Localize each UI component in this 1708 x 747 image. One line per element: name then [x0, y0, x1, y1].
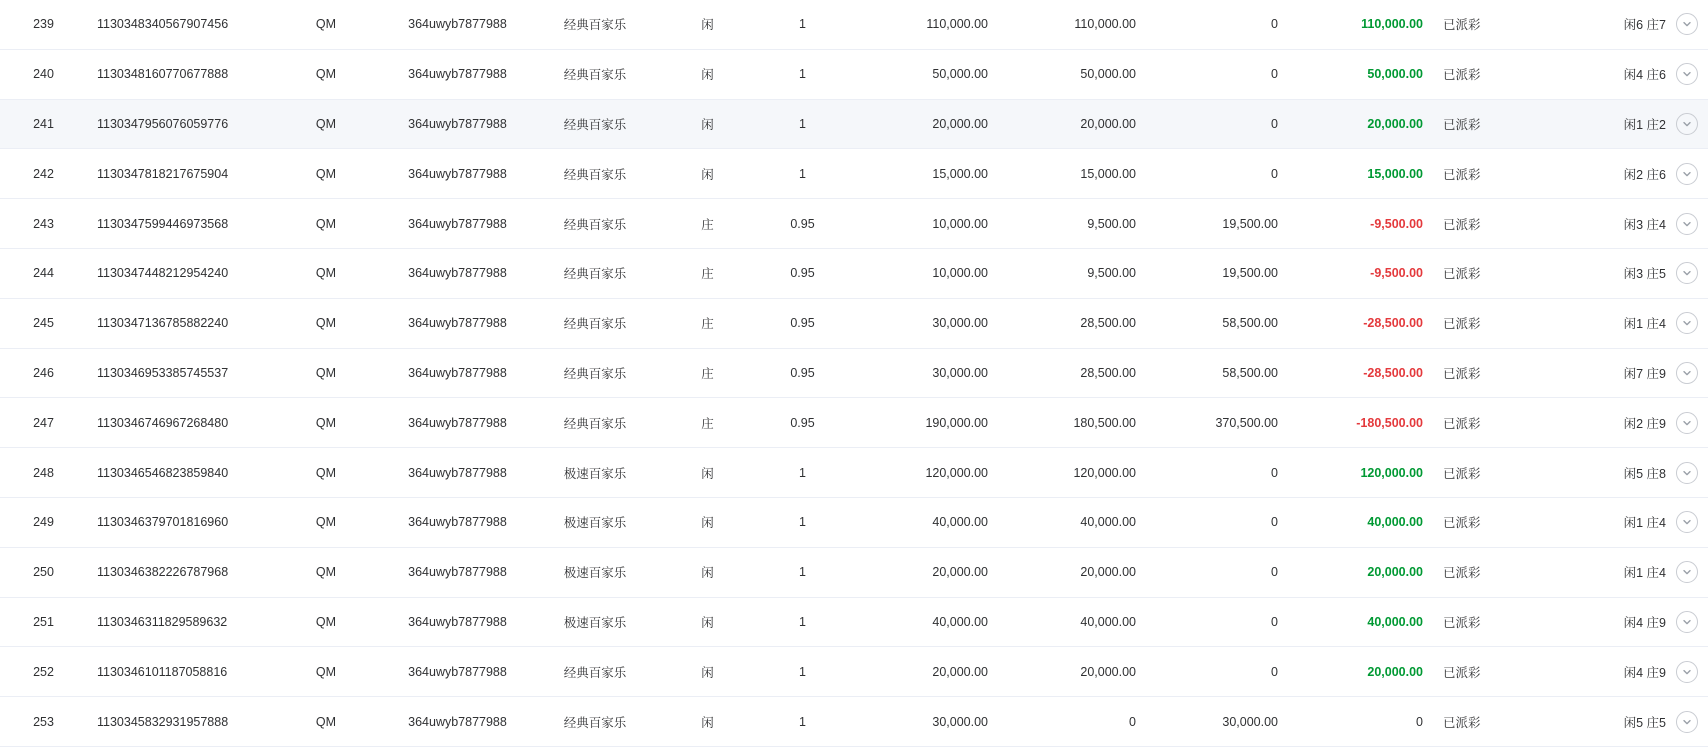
detail-cell: [1558, 49, 1708, 99]
platform-code: QM: [267, 248, 385, 298]
table-row[interactable]: [0, 99, 1708, 149]
result-points: 闲5 庄5: [1623, 715, 1666, 730]
valid-amount: 9,500.00: [998, 199, 1146, 249]
bet-amount: 190,000.00: [850, 398, 998, 448]
order-number: 1130347448212954240: [87, 248, 267, 298]
odds-value: 0.95: [755, 199, 850, 249]
platform-code: QM: [267, 99, 385, 149]
result-points: 闲1 庄4: [1623, 566, 1666, 581]
member-account: 364uwyb7877988: [385, 298, 530, 348]
bet-amount: 20,000.00: [850, 647, 998, 697]
profit-amount: -9,500.00: [1288, 248, 1433, 298]
row-index: 249: [0, 497, 87, 547]
platform-code: QM: [267, 697, 385, 747]
valid-amount: 28,500.00: [998, 298, 1146, 348]
result-points: 闲4 庄9: [1623, 665, 1666, 680]
valid-amount: 20,000.00: [998, 647, 1146, 697]
bet-amount: 20,000.00: [850, 99, 998, 149]
order-number: 1130347599446973568: [87, 199, 267, 249]
valid-amount: 180,500.00: [998, 398, 1146, 448]
bet-side: 闲: [660, 448, 755, 498]
order-number: 1130346382226787968: [87, 547, 267, 597]
odds-value: 0.95: [755, 248, 850, 298]
member-account: 364uwyb7877988: [385, 99, 530, 149]
profit-amount: 50,000.00: [1288, 49, 1433, 99]
bet-side: 庄: [660, 348, 755, 398]
row-index: 253: [0, 697, 87, 747]
platform-code: QM: [267, 448, 385, 498]
detail-cell: [1558, 298, 1708, 348]
valid-amount: 120,000.00: [998, 448, 1146, 498]
bet-side: 闲: [660, 49, 755, 99]
game-name: 经典百家乐: [530, 0, 660, 49]
detail-cell: [1558, 348, 1708, 398]
status-badge: 已派彩: [1433, 298, 1558, 348]
game-name: 经典百家乐: [530, 49, 660, 99]
odds-value: 1: [755, 99, 850, 149]
status-badge: 已派彩: [1433, 0, 1558, 49]
payout-amount: 30,000.00: [1146, 697, 1288, 747]
table-row[interactable]: [0, 597, 1708, 647]
detail-cell-inner: [1568, 362, 1698, 384]
row-index: 245: [0, 298, 87, 348]
row-index: 246: [0, 348, 87, 398]
bet-side: 闲: [660, 99, 755, 149]
bet-amount: 40,000.00: [850, 497, 998, 547]
game-name: 经典百家乐: [530, 398, 660, 448]
payout-amount: 370,500.00: [1146, 398, 1288, 448]
member-account: 364uwyb7877988: [385, 398, 530, 448]
order-number: 1130348340567907456: [87, 0, 267, 49]
order-number: 1130346311829589632: [87, 597, 267, 647]
profit-amount: 40,000.00: [1288, 497, 1433, 547]
chevron-down-icon[interactable]: [1676, 661, 1698, 683]
detail-cell-inner: [1568, 462, 1698, 484]
bet-amount: 50,000.00: [850, 49, 998, 99]
bet-side: 闲: [660, 697, 755, 747]
bet-amount: 110,000.00: [850, 0, 998, 49]
row-index: 250: [0, 547, 87, 597]
member-account: 364uwyb7877988: [385, 248, 530, 298]
valid-amount: 20,000.00: [998, 547, 1146, 597]
detail-cell-inner: [1568, 113, 1698, 135]
detail-cell: [1558, 497, 1708, 547]
bet-side: 庄: [660, 398, 755, 448]
bet-amount: 30,000.00: [850, 348, 998, 398]
platform-code: QM: [267, 298, 385, 348]
table-row[interactable]: [0, 448, 1708, 498]
profit-amount: 40,000.00: [1288, 597, 1433, 647]
detail-cell-inner: [1568, 163, 1698, 185]
payout-amount: 0: [1146, 149, 1288, 199]
chevron-down-icon[interactable]: [1676, 63, 1698, 85]
status-badge: 已派彩: [1433, 497, 1558, 547]
payout-amount: 0: [1146, 448, 1288, 498]
platform-code: QM: [267, 0, 385, 49]
odds-value: 1: [755, 697, 850, 747]
order-number: 1130345832931957888: [87, 697, 267, 747]
odds-value: 0.95: [755, 298, 850, 348]
bet-side: 闲: [660, 0, 755, 49]
platform-code: QM: [267, 647, 385, 697]
odds-value: 1: [755, 448, 850, 498]
order-number: 1130347956076059776: [87, 99, 267, 149]
odds-value: 1: [755, 547, 850, 597]
payout-amount: 0: [1146, 99, 1288, 149]
game-name: 经典百家乐: [530, 99, 660, 149]
detail-cell-inner: [1568, 661, 1698, 683]
bet-side: 闲: [660, 149, 755, 199]
game-name: 经典百家乐: [530, 199, 660, 249]
payout-amount: 0: [1146, 0, 1288, 49]
member-account: 364uwyb7877988: [385, 0, 530, 49]
detail-cell: [1558, 0, 1708, 49]
detail-cell: [1558, 697, 1708, 747]
result-points: 闲3 庄4: [1623, 217, 1666, 232]
game-name: 极速百家乐: [530, 497, 660, 547]
table-row[interactable]: [0, 348, 1708, 398]
platform-code: QM: [267, 597, 385, 647]
payout-amount: 19,500.00: [1146, 248, 1288, 298]
detail-cell: [1558, 99, 1708, 149]
table-row[interactable]: [0, 298, 1708, 348]
table-row[interactable]: [0, 398, 1708, 448]
valid-amount: 9,500.00: [998, 248, 1146, 298]
profit-amount: 20,000.00: [1288, 647, 1433, 697]
detail-cell-inner: [1568, 63, 1698, 85]
bet-amount: 10,000.00: [850, 199, 998, 249]
game-name: 经典百家乐: [530, 697, 660, 747]
bet-amount: 120,000.00: [850, 448, 998, 498]
odds-value: 1: [755, 597, 850, 647]
valid-amount: 110,000.00: [998, 0, 1146, 49]
status-badge: 已派彩: [1433, 248, 1558, 298]
valid-amount: 40,000.00: [998, 597, 1146, 647]
status-badge: 已派彩: [1433, 697, 1558, 747]
profit-amount: -9,500.00: [1288, 199, 1433, 249]
game-name: 经典百家乐: [530, 149, 660, 199]
bet-amount: 20,000.00: [850, 547, 998, 597]
profit-amount: 15,000.00: [1288, 149, 1433, 199]
table-row[interactable]: [0, 697, 1708, 747]
payout-amount: 0: [1146, 547, 1288, 597]
member-account: 364uwyb7877988: [385, 348, 530, 398]
odds-value: 1: [755, 0, 850, 49]
detail-cell: [1558, 547, 1708, 597]
payout-amount: 0: [1146, 49, 1288, 99]
valid-amount: 40,000.00: [998, 497, 1146, 547]
bet-side: 庄: [660, 199, 755, 249]
payout-amount: 58,500.00: [1146, 298, 1288, 348]
bet-side: 闲: [660, 497, 755, 547]
row-index: 248: [0, 448, 87, 498]
detail-cell-inner: [1568, 262, 1698, 284]
row-index: 243: [0, 199, 87, 249]
payout-amount: 0: [1146, 647, 1288, 697]
chevron-down-icon[interactable]: [1676, 312, 1698, 334]
result-points: 闲1 庄4: [1623, 516, 1666, 531]
row-index: 242: [0, 149, 87, 199]
detail-cell: [1558, 647, 1708, 697]
order-number: 1130346379701816960: [87, 497, 267, 547]
bet-side: 闲: [660, 597, 755, 647]
valid-amount: 28,500.00: [998, 348, 1146, 398]
table-row[interactable]: [0, 497, 1708, 547]
bet-amount: 15,000.00: [850, 149, 998, 199]
result-points: 闲2 庄6: [1623, 167, 1666, 182]
member-account: 364uwyb7877988: [385, 448, 530, 498]
game-name: 经典百家乐: [530, 298, 660, 348]
chevron-down-icon[interactable]: [1676, 362, 1698, 384]
detail-cell: [1558, 398, 1708, 448]
profit-amount: 0: [1288, 697, 1433, 747]
odds-value: 1: [755, 647, 850, 697]
odds-value: 0.95: [755, 348, 850, 398]
bet-amount: 30,000.00: [850, 697, 998, 747]
status-badge: 已派彩: [1433, 49, 1558, 99]
odds-value: 0.95: [755, 398, 850, 448]
chevron-down-icon[interactable]: [1676, 711, 1698, 733]
member-account: 364uwyb7877988: [385, 199, 530, 249]
result-points: 闲7 庄9: [1623, 366, 1666, 381]
table-row[interactable]: [0, 149, 1708, 199]
profit-amount: 120,000.00: [1288, 448, 1433, 498]
detail-cell-inner: [1568, 213, 1698, 235]
odds-value: 1: [755, 149, 850, 199]
result-points: 闲6 庄7: [1623, 18, 1666, 33]
chevron-down-icon[interactable]: [1676, 561, 1698, 583]
detail-cell-inner: [1568, 312, 1698, 334]
detail-cell: [1558, 248, 1708, 298]
row-index: 251: [0, 597, 87, 647]
member-account: 364uwyb7877988: [385, 497, 530, 547]
chevron-down-icon[interactable]: [1676, 13, 1698, 35]
game-name: 极速百家乐: [530, 547, 660, 597]
bet-side: 庄: [660, 298, 755, 348]
payout-amount: 0: [1146, 597, 1288, 647]
member-account: 364uwyb7877988: [385, 149, 530, 199]
profit-amount: -28,500.00: [1288, 298, 1433, 348]
chevron-down-icon[interactable]: [1676, 262, 1698, 284]
profit-amount: -180,500.00: [1288, 398, 1433, 448]
status-badge: 已派彩: [1433, 647, 1558, 697]
platform-code: QM: [267, 547, 385, 597]
row-index: 247: [0, 398, 87, 448]
row-index: 241: [0, 99, 87, 149]
row-index: 239: [0, 0, 87, 49]
detail-cell-inner: [1568, 711, 1698, 733]
bet-amount: 40,000.00: [850, 597, 998, 647]
profit-amount: 20,000.00: [1288, 547, 1433, 597]
profit-amount: -28,500.00: [1288, 348, 1433, 398]
result-points: 闲1 庄2: [1623, 117, 1666, 132]
detail-cell-inner: [1568, 511, 1698, 533]
chevron-down-icon[interactable]: [1676, 511, 1698, 533]
detail-cell: [1558, 149, 1708, 199]
game-name: 极速百家乐: [530, 597, 660, 647]
member-account: 364uwyb7877988: [385, 697, 530, 747]
game-name: 经典百家乐: [530, 647, 660, 697]
platform-code: QM: [267, 149, 385, 199]
detail-cell-inner: [1568, 611, 1698, 633]
valid-amount: 50,000.00: [998, 49, 1146, 99]
member-account: 364uwyb7877988: [385, 547, 530, 597]
payout-amount: 58,500.00: [1146, 348, 1288, 398]
bet-side: 闲: [660, 647, 755, 697]
order-number: 1130346746967268480: [87, 398, 267, 448]
status-badge: 已派彩: [1433, 99, 1558, 149]
valid-amount: 20,000.00: [998, 99, 1146, 149]
game-name: 经典百家乐: [530, 248, 660, 298]
detail-cell-inner: [1568, 13, 1698, 35]
status-badge: 已派彩: [1433, 149, 1558, 199]
platform-code: QM: [267, 497, 385, 547]
chevron-down-icon[interactable]: [1676, 163, 1698, 185]
row-index: 240: [0, 49, 87, 99]
row-index: 252: [0, 647, 87, 697]
order-number: 1130346101187058816: [87, 647, 267, 697]
member-account: 364uwyb7877988: [385, 597, 530, 647]
chevron-down-icon[interactable]: [1676, 213, 1698, 235]
chevron-down-icon[interactable]: [1676, 412, 1698, 434]
result-points: 闲4 庄6: [1623, 68, 1666, 83]
member-account: 364uwyb7877988: [385, 49, 530, 99]
chevron-down-icon[interactable]: [1676, 611, 1698, 633]
status-badge: 已派彩: [1433, 348, 1558, 398]
valid-amount: 0: [998, 697, 1146, 747]
status-badge: 已派彩: [1433, 199, 1558, 249]
platform-code: QM: [267, 199, 385, 249]
platform-code: QM: [267, 348, 385, 398]
bet-side: 闲: [660, 547, 755, 597]
bet-amount: 10,000.00: [850, 248, 998, 298]
table-row[interactable]: [0, 248, 1708, 298]
detail-cell: [1558, 199, 1708, 249]
result-points: 闲4 庄9: [1623, 615, 1666, 630]
order-number: 1130346953385745537: [87, 348, 267, 398]
detail-cell-inner: [1568, 561, 1698, 583]
result-points: 闲5 庄8: [1623, 466, 1666, 481]
platform-code: QM: [267, 398, 385, 448]
game-name: 极速百家乐: [530, 448, 660, 498]
order-number: 1130348160770677888: [87, 49, 267, 99]
payout-amount: 19,500.00: [1146, 199, 1288, 249]
game-name: 经典百家乐: [530, 348, 660, 398]
detail-cell: [1558, 597, 1708, 647]
order-number: 1130347818217675904: [87, 149, 267, 199]
chevron-down-icon[interactable]: [1676, 462, 1698, 484]
order-number: 1130347136785882240: [87, 298, 267, 348]
table-row[interactable]: [0, 647, 1708, 697]
status-badge: 已派彩: [1433, 547, 1558, 597]
detail-cell-inner: [1568, 412, 1698, 434]
status-badge: 已派彩: [1433, 597, 1558, 647]
profit-amount: 110,000.00: [1288, 0, 1433, 49]
result-points: 闲1 庄4: [1623, 317, 1666, 332]
member-account: 364uwyb7877988: [385, 647, 530, 697]
payout-amount: 0: [1146, 497, 1288, 547]
profit-amount: 20,000.00: [1288, 99, 1433, 149]
detail-cell: [1558, 448, 1708, 498]
bet-amount: 30,000.00: [850, 298, 998, 348]
valid-amount: 15,000.00: [998, 149, 1146, 199]
odds-value: 1: [755, 49, 850, 99]
result-points: 闲3 庄5: [1623, 267, 1666, 282]
result-points: 闲2 庄9: [1623, 416, 1666, 431]
table-row[interactable]: [0, 547, 1708, 597]
status-badge: 已派彩: [1433, 398, 1558, 448]
row-index: 244: [0, 248, 87, 298]
table-row[interactable]: [0, 49, 1708, 99]
table-row[interactable]: [0, 199, 1708, 249]
order-number: 1130346546823859840: [87, 448, 267, 498]
table-row[interactable]: [0, 0, 1708, 49]
odds-value: 1: [755, 497, 850, 547]
platform-code: QM: [267, 49, 385, 99]
chevron-down-icon[interactable]: [1676, 113, 1698, 135]
status-badge: 已派彩: [1433, 448, 1558, 498]
bet-side: 庄: [660, 248, 755, 298]
